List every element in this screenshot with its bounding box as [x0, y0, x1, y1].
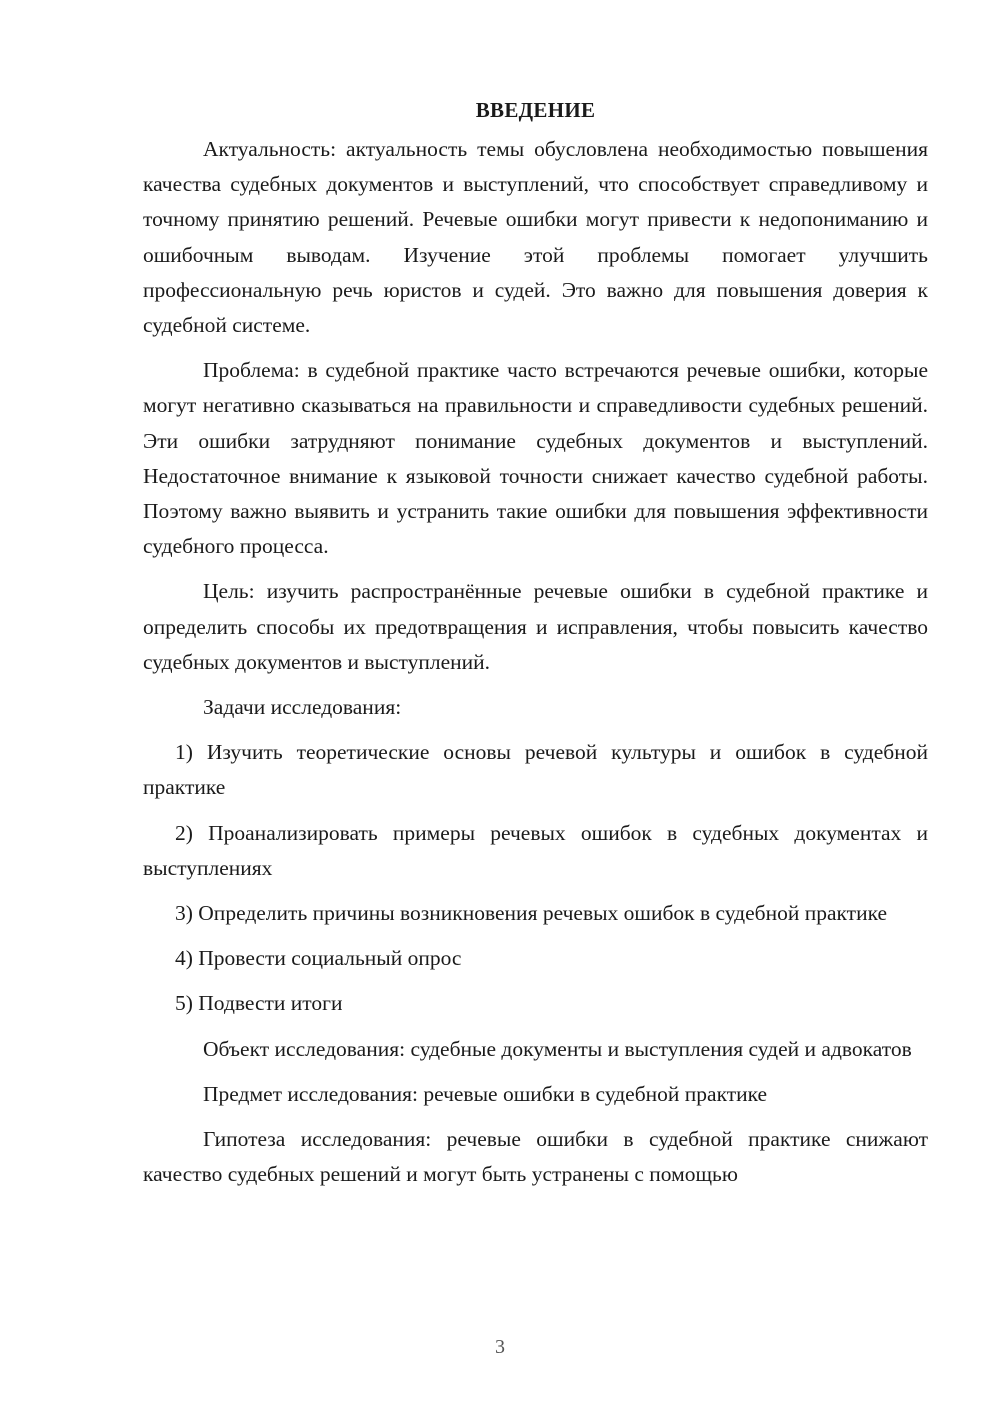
paragraph-goal: Цель: изучить распространённые речевые ошибки в судебной практике и определить способы их предотвращения и исправления, чтобы повысить качество судебных документов и выступлений.	[143, 579, 928, 674]
task-item-4: 4) Провести социальный опрос	[175, 946, 462, 971]
section-title: ВВЕДЕНИЕ	[475, 98, 596, 122]
paragraph-subject: Предмет исследования: речевые ошибки в судебной практике	[203, 1081, 768, 1106]
task-item-5: 5) Подвести итоги	[175, 991, 343, 1016]
paragraph-hypothesis: Гипотеза исследования: речевые ошибки в судебной практике снижают качество судебных решений и могут быть устранены с помощью	[143, 1127, 928, 1187]
paragraph-relevance: Актуальность: актуальность темы обусловлена необходимостью повышения качества судебных документов и выступлений, что способствует справедливому и точному принятию решений. Речевые ошибки могут привести к недопониманию и ошибочным выводам. Изучение этой проблемы помогает улучшить профессиональную речь юристов и судей. Это важно для повышения доверия к судебной системе.	[143, 137, 928, 338]
task-item-3: 3) Определить причины возникновения речевых ошибок в судебной практике	[175, 901, 888, 926]
task-item-2: 2) Проанализировать примеры речевых ошибок в судебных документах и выступлениях	[143, 820, 928, 880]
task-item-1: 1) Изучить теоретические основы речевой культуры и ошибок в судебной практике	[143, 740, 928, 800]
page-number: 3	[495, 1336, 505, 1358]
paragraph-object: Объект исследования: судебные документы и выступления судей и адвокатов	[203, 1036, 912, 1061]
paragraph-problem: Проблема: в судебной практике часто встречаются речевые ошибки, которые могут негативно сказываться на правильности и справедливости судебных решений. Эти ошибки затрудняют понимание судебных документов и выступлений. Недостаточное внимание к языковой точности снижает качество судебной работы. Поэтому важно выявить и устранить такие ошибки для повышения эффективности судебного процесса.	[143, 358, 928, 559]
document-page	[143, 90, 928, 1192]
tasks-heading: Задачи исследования:	[203, 695, 402, 720]
